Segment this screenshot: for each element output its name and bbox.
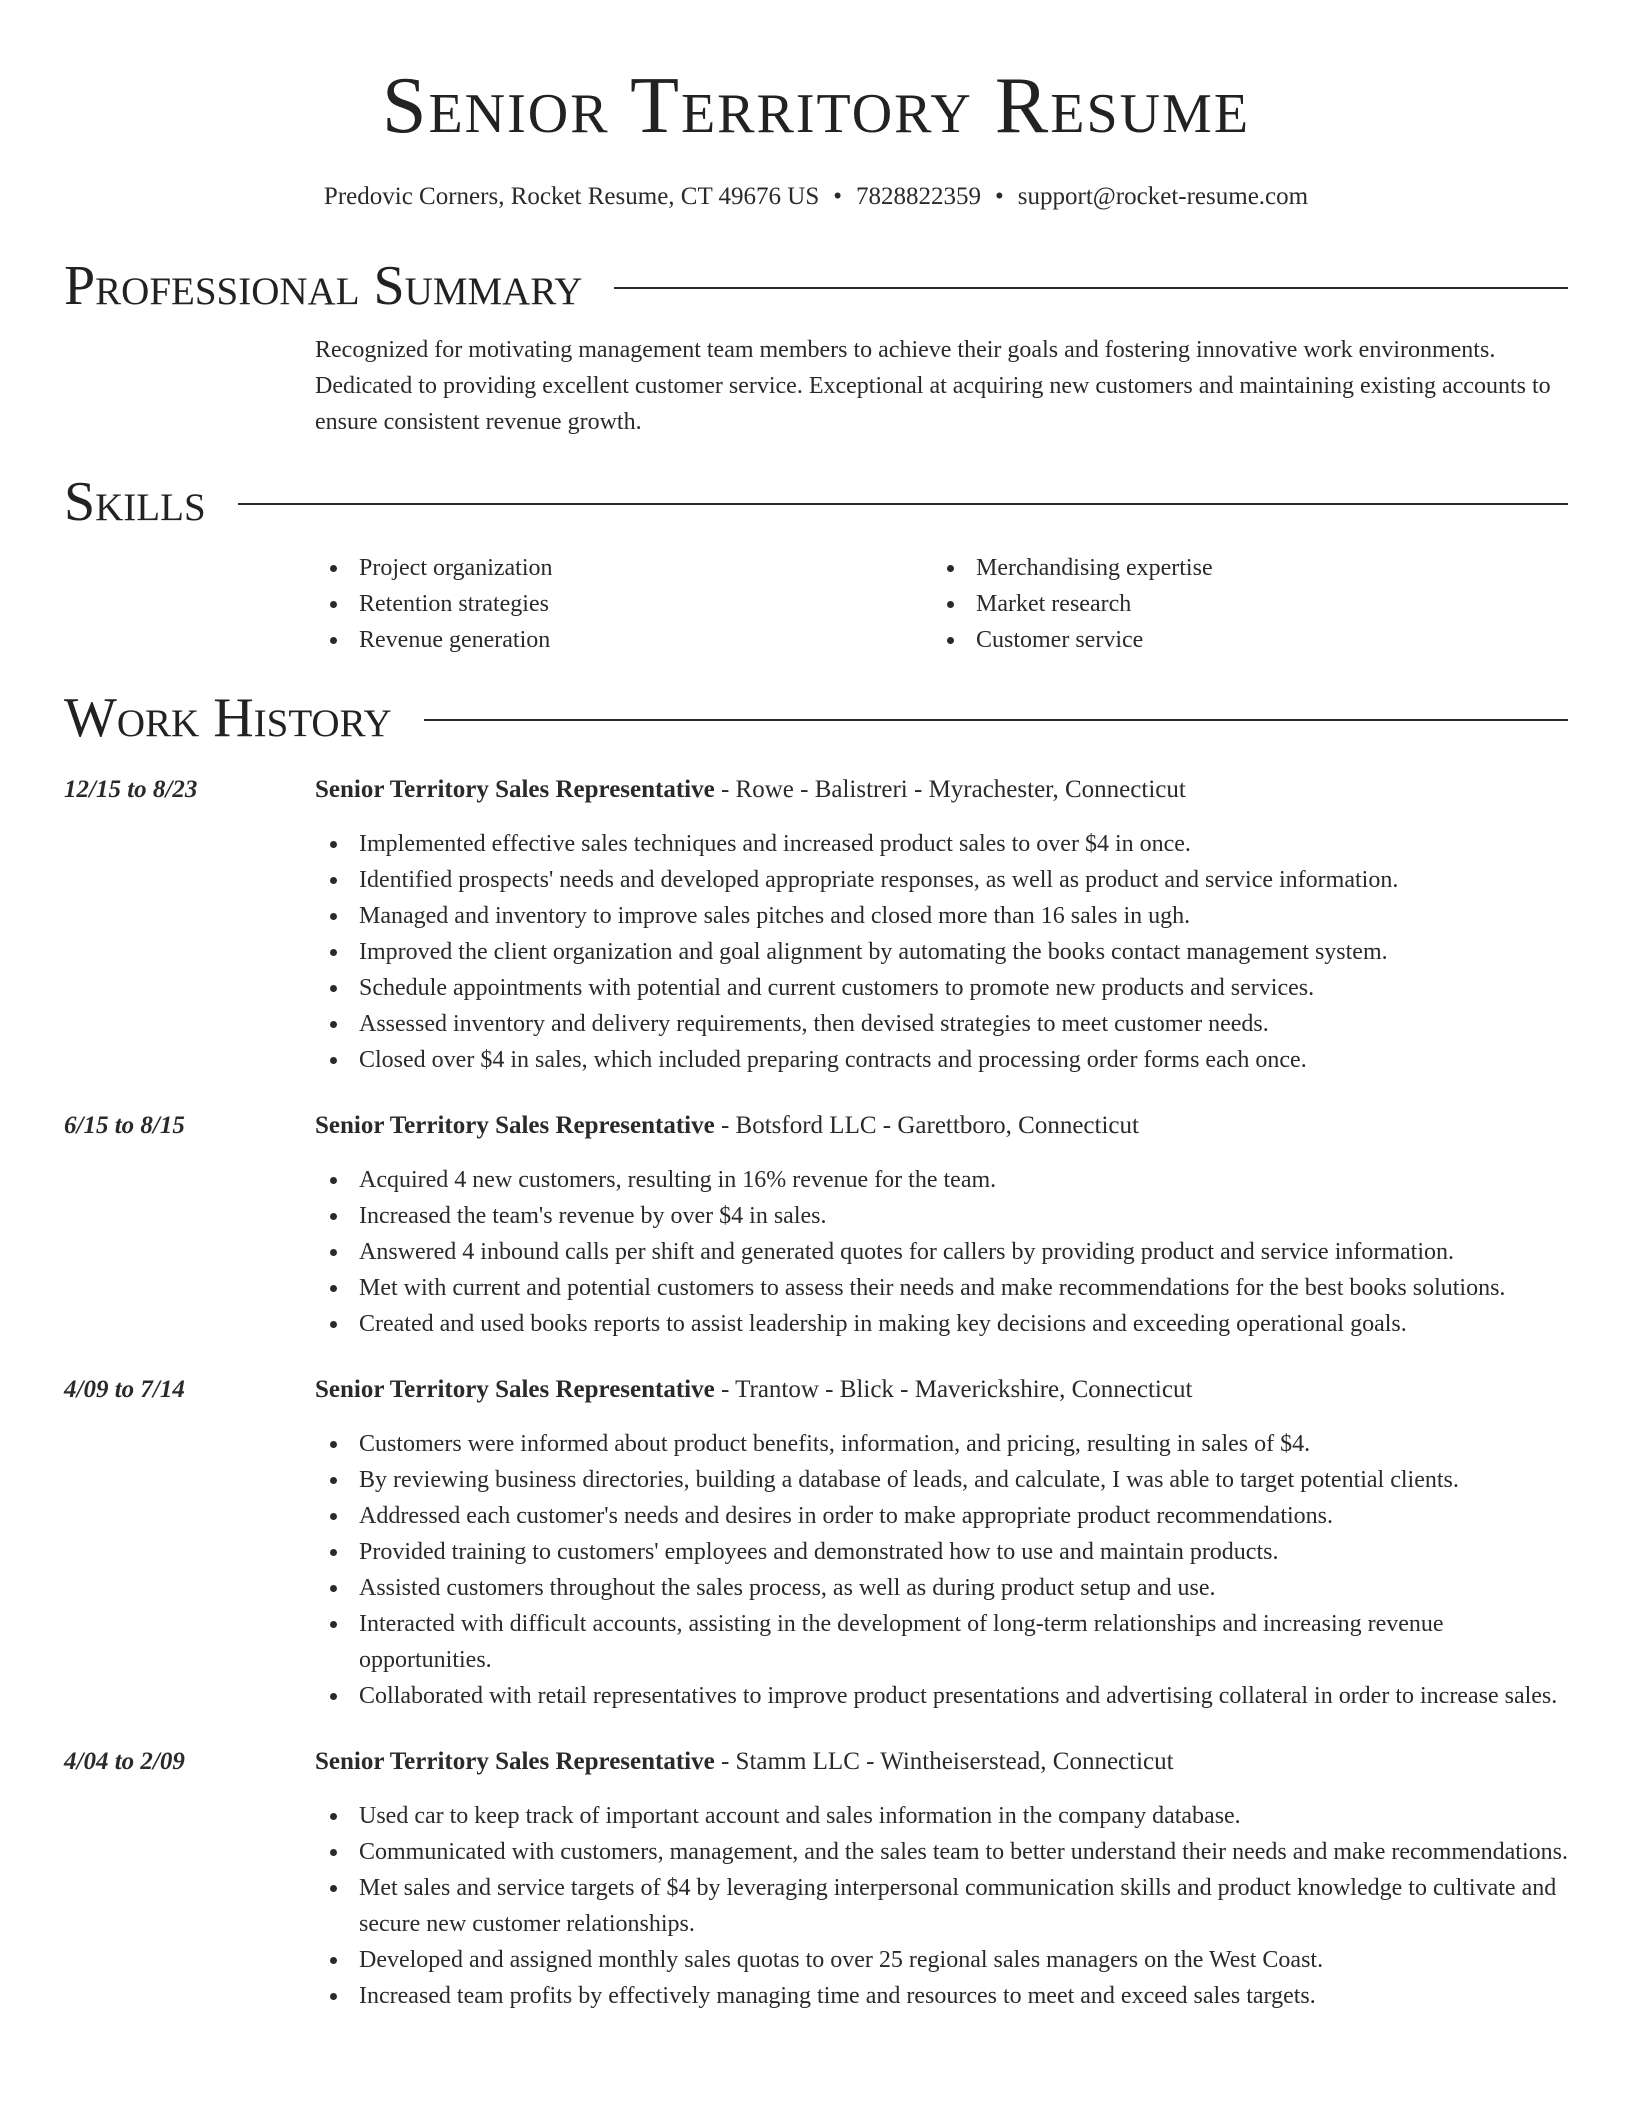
skills-list-right [932, 550, 1568, 658]
summary-text: Recognized for motivating management team members to achieve their goals and fostering innovative work environments. Dedicated to providing excellent customer service. Exceptional at acquiring new customers and maintaining existing accounts to ensure consistent revenue growth. [315, 337, 1551, 435]
job-entry [64, 1108, 1568, 1342]
summary-section-header [64, 254, 1568, 318]
job-title-line [315, 1108, 1568, 1144]
skill-item: Market research [932, 586, 1568, 622]
job-employer: - Rowe - Balistreri - Myrachester, Connecticut [714, 776, 1186, 803]
contact-separator: • [995, 183, 1004, 210]
job-bullet: Schedule appointments with potential and current customers to promote new products and services. [315, 970, 1568, 1006]
job-bullets [315, 826, 1568, 1078]
job-employer: - Trantow - Blick - Maverickshire, Connecticut [714, 1376, 1193, 1403]
job-body [315, 1372, 1568, 1714]
job-bullet: Created and used books reports to assist leadership in making key decisions and exceeding operational goals. [315, 1306, 1568, 1342]
skill-item: Revenue generation [315, 622, 932, 658]
skills-list-left [315, 550, 932, 658]
job-bullet: Improved the client organization and goal alignment by automating the books contact management system. [315, 934, 1568, 970]
job-employer: - Stamm LLC - Wintheiserstead, Connecticut [714, 1748, 1174, 1775]
section-divider [238, 503, 1568, 505]
job-bullets [315, 1162, 1568, 1342]
job-bullet: Interacted with difficult accounts, assisting in the development of long-term relationships and increasing revenue opportunities. [315, 1606, 1568, 1678]
job-bullet: Assessed inventory and delivery requirements, then devised strategies to meet customer needs. [315, 1006, 1568, 1042]
job-dates: 12/15 to 8/23 [64, 776, 198, 803]
job-bullet: Answered 4 inbound calls per shift and generated quotes for callers by providing product and service information. [315, 1234, 1568, 1270]
job-body [315, 1744, 1568, 2014]
resume-page [64, 0, 1568, 2014]
job-bullet: Increased team profits by effectively managing time and resources to meet and exceed sales targets. [315, 1978, 1568, 2014]
job-bullet: Acquired 4 new customers, resulting in 16% revenue for the team. [315, 1162, 1568, 1198]
job-entry [64, 1372, 1568, 1714]
job-title: Senior Territory Sales Representative [315, 1748, 715, 1775]
skills-title: Skills [64, 471, 206, 533]
contact-separator: • [833, 183, 843, 210]
resume-name: Senior Territory Resume [381, 62, 1251, 150]
section-divider [424, 719, 1568, 721]
job-bullet: Communicated with customers, management, and the sales team to better understand their needs and make recommendations. [315, 1834, 1568, 1870]
job-bullet: Closed over $4 in sales, which included preparing contracts and processing order forms each once. [315, 1042, 1568, 1078]
skill-item: Project organization [315, 550, 932, 586]
contact-phone: 7828822359 [856, 183, 982, 210]
skill-item: Merchandising expertise [932, 550, 1568, 586]
job-bullet: Identified prospects' needs and developed appropriate responses, as well as product and service information. [315, 862, 1568, 898]
job-title: Senior Territory Sales Representative [315, 1376, 715, 1403]
section-divider [614, 287, 1568, 289]
job-bullet: Provided training to customers' employees and demonstrated how to use and maintain products. [315, 1534, 1568, 1570]
job-bullet: Customers were informed about product benefits, information, and pricing, resulting in sales of $4. [315, 1426, 1568, 1462]
job-bullet: Increased the team's revenue by over $4 in sales. [315, 1198, 1568, 1234]
work-title: Work History [64, 687, 392, 749]
skill-item: Retention strategies [315, 586, 932, 622]
job-bullet: Met sales and service targets of $4 by leveraging interpersonal communication skills and product knowledge to cultivate and secure new customer relationships. [315, 1870, 1568, 1942]
job-body [315, 1108, 1568, 1342]
job-bullets [315, 1426, 1568, 1714]
job-title-line [315, 1372, 1568, 1408]
job-bullet: Implemented effective sales techniques and increased product sales to over $4 in once. [315, 826, 1568, 862]
job-title-line [315, 1744, 1568, 1780]
job-entry [64, 772, 1568, 1078]
job-dates: 4/09 to 7/14 [64, 1376, 185, 1403]
job-employer: - Botsford LLC - Garettboro, Connecticut [714, 1112, 1139, 1139]
job-bullet: Managed and inventory to improve sales pitches and closed more than 16 sales in ugh. [315, 898, 1568, 934]
job-bullet: Assisted customers throughout the sales process, as well as during product setup and use. [315, 1570, 1568, 1606]
job-dates: 6/15 to 8/15 [64, 1112, 185, 1139]
job-dates: 4/04 to 2/09 [64, 1748, 185, 1775]
skills-section-header [64, 470, 1568, 534]
work-section-header [64, 686, 1568, 750]
job-entry [64, 1744, 1568, 2014]
skills-grid [315, 550, 1568, 658]
summary-title: Professional Summary [64, 255, 583, 317]
job-title: Senior Territory Sales Representative [315, 1112, 715, 1139]
job-body [315, 772, 1568, 1078]
job-title: Senior Territory Sales Representative [315, 776, 715, 803]
job-bullet: Developed and assigned monthly sales quotas to over 25 regional sales managers on the West Coast. [315, 1942, 1568, 1978]
job-bullet: Met with current and potential customers to assess their needs and make recommendations for the best books solutions. [315, 1270, 1568, 1306]
job-bullet: Addressed each customer's needs and desires in order to make appropriate product recommendations. [315, 1498, 1568, 1534]
job-bullet: Used car to keep track of important account and sales information in the company database. [315, 1798, 1568, 1834]
contact-address: Predovic Corners, Rocket Resume, CT 49676 US [323, 183, 820, 210]
skill-item: Customer service [932, 622, 1568, 658]
job-title-line [315, 772, 1568, 808]
job-bullets [315, 1798, 1568, 2014]
contact-line [64, 180, 1568, 214]
job-bullet: By reviewing business directories, building a database of leads, and calculate, I was able to target potential clients. [315, 1462, 1568, 1498]
job-bullet: Collaborated with retail representatives to improve product presentations and advertising collateral in order to increase sales. [315, 1678, 1568, 1714]
contact-email: support@rocket-resume.com [1017, 183, 1309, 210]
